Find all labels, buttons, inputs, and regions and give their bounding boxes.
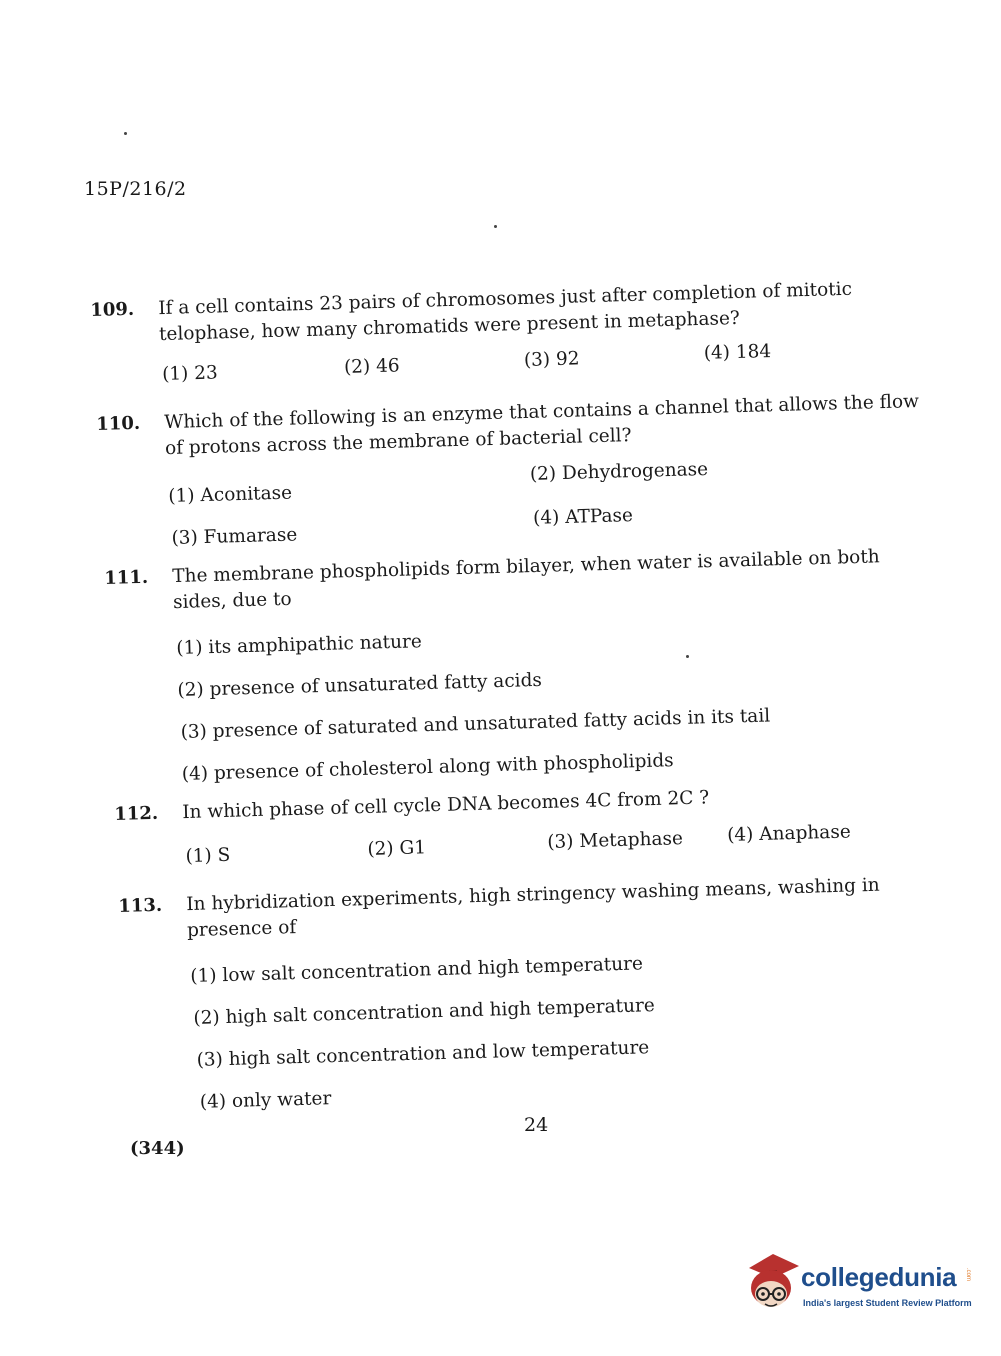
- option-1: (1) Aconitase: [168, 482, 293, 508]
- question-number: 111.: [104, 566, 149, 589]
- option-4: (4) ATPase: [532, 505, 634, 529]
- option-3: (3) Fumarase: [171, 524, 298, 549]
- option-2: (2) Dehydrogenase: [529, 458, 709, 485]
- option-1: (1) its amphipathic nature: [176, 631, 423, 660]
- option-1: (1) S: [185, 844, 231, 868]
- scan-speck: [124, 132, 127, 135]
- scan-speck: [686, 655, 689, 658]
- option-3: (3) presence of saturated and unsaturated fatty acids in its tail: [180, 705, 771, 743]
- option-1: (1) low salt concentration and high temperature: [190, 953, 644, 988]
- option-2: (2) high salt concentration and high temperature: [193, 995, 656, 1029]
- page-number: 24: [524, 1114, 549, 1136]
- paper-code: 15P/216/2: [84, 178, 187, 200]
- question-text: In which phase of cell cycle DNA becomes 4C from 2C ?: [182, 787, 710, 824]
- question-number: 113.: [118, 894, 163, 917]
- option-3: (3) high salt concentration and low temperature: [196, 1037, 650, 1071]
- question-number: 112.: [114, 802, 159, 825]
- question-text: The membrane phospholipids form bilayer, when water is available on both sides, due to: [172, 546, 880, 614]
- question-number: 110.: [96, 412, 141, 435]
- logo-brand-text: collegedunia: [801, 1262, 957, 1292]
- scan-speck: [494, 225, 497, 228]
- option-2: (2) 46: [343, 355, 400, 378]
- footer-code: (344): [130, 1138, 185, 1159]
- question-text: Which of the following is an enzyme that contains a channel that allows the flow of protons across the membrane of bacterial cell?: [164, 391, 920, 460]
- question-text: In hybridization experiments, high stringency washing means, washing in presence of: [186, 874, 880, 942]
- question-text: If a cell contains 23 pairs of chromosomes just after completion of mitotic telophase, how many chromatids were present in metaphase?: [158, 278, 853, 346]
- option-3: (3) 92: [523, 348, 580, 371]
- option-4: (4) 184: [703, 341, 772, 364]
- option-4: (4) Anaphase: [726, 821, 852, 846]
- question-number: 109.: [90, 298, 135, 321]
- option-2: (2) G1: [367, 837, 427, 860]
- collegedunia-logo: [743, 1250, 973, 1320]
- option-4: (4) presence of cholesterol along with phospholipids: [181, 750, 674, 785]
- option-3: (3) Metaphase: [547, 828, 684, 853]
- option-4: (4) only water: [199, 1088, 332, 1113]
- option-2: (2) presence of unsaturated fatty acids: [177, 669, 543, 701]
- logo-dotcom: .com: [965, 1268, 971, 1282]
- option-1: (1) 23: [161, 362, 219, 386]
- logo-tagline: India's largest Student Review Platform: [803, 1298, 972, 1308]
- mascot-icon: [743, 1250, 801, 1320]
